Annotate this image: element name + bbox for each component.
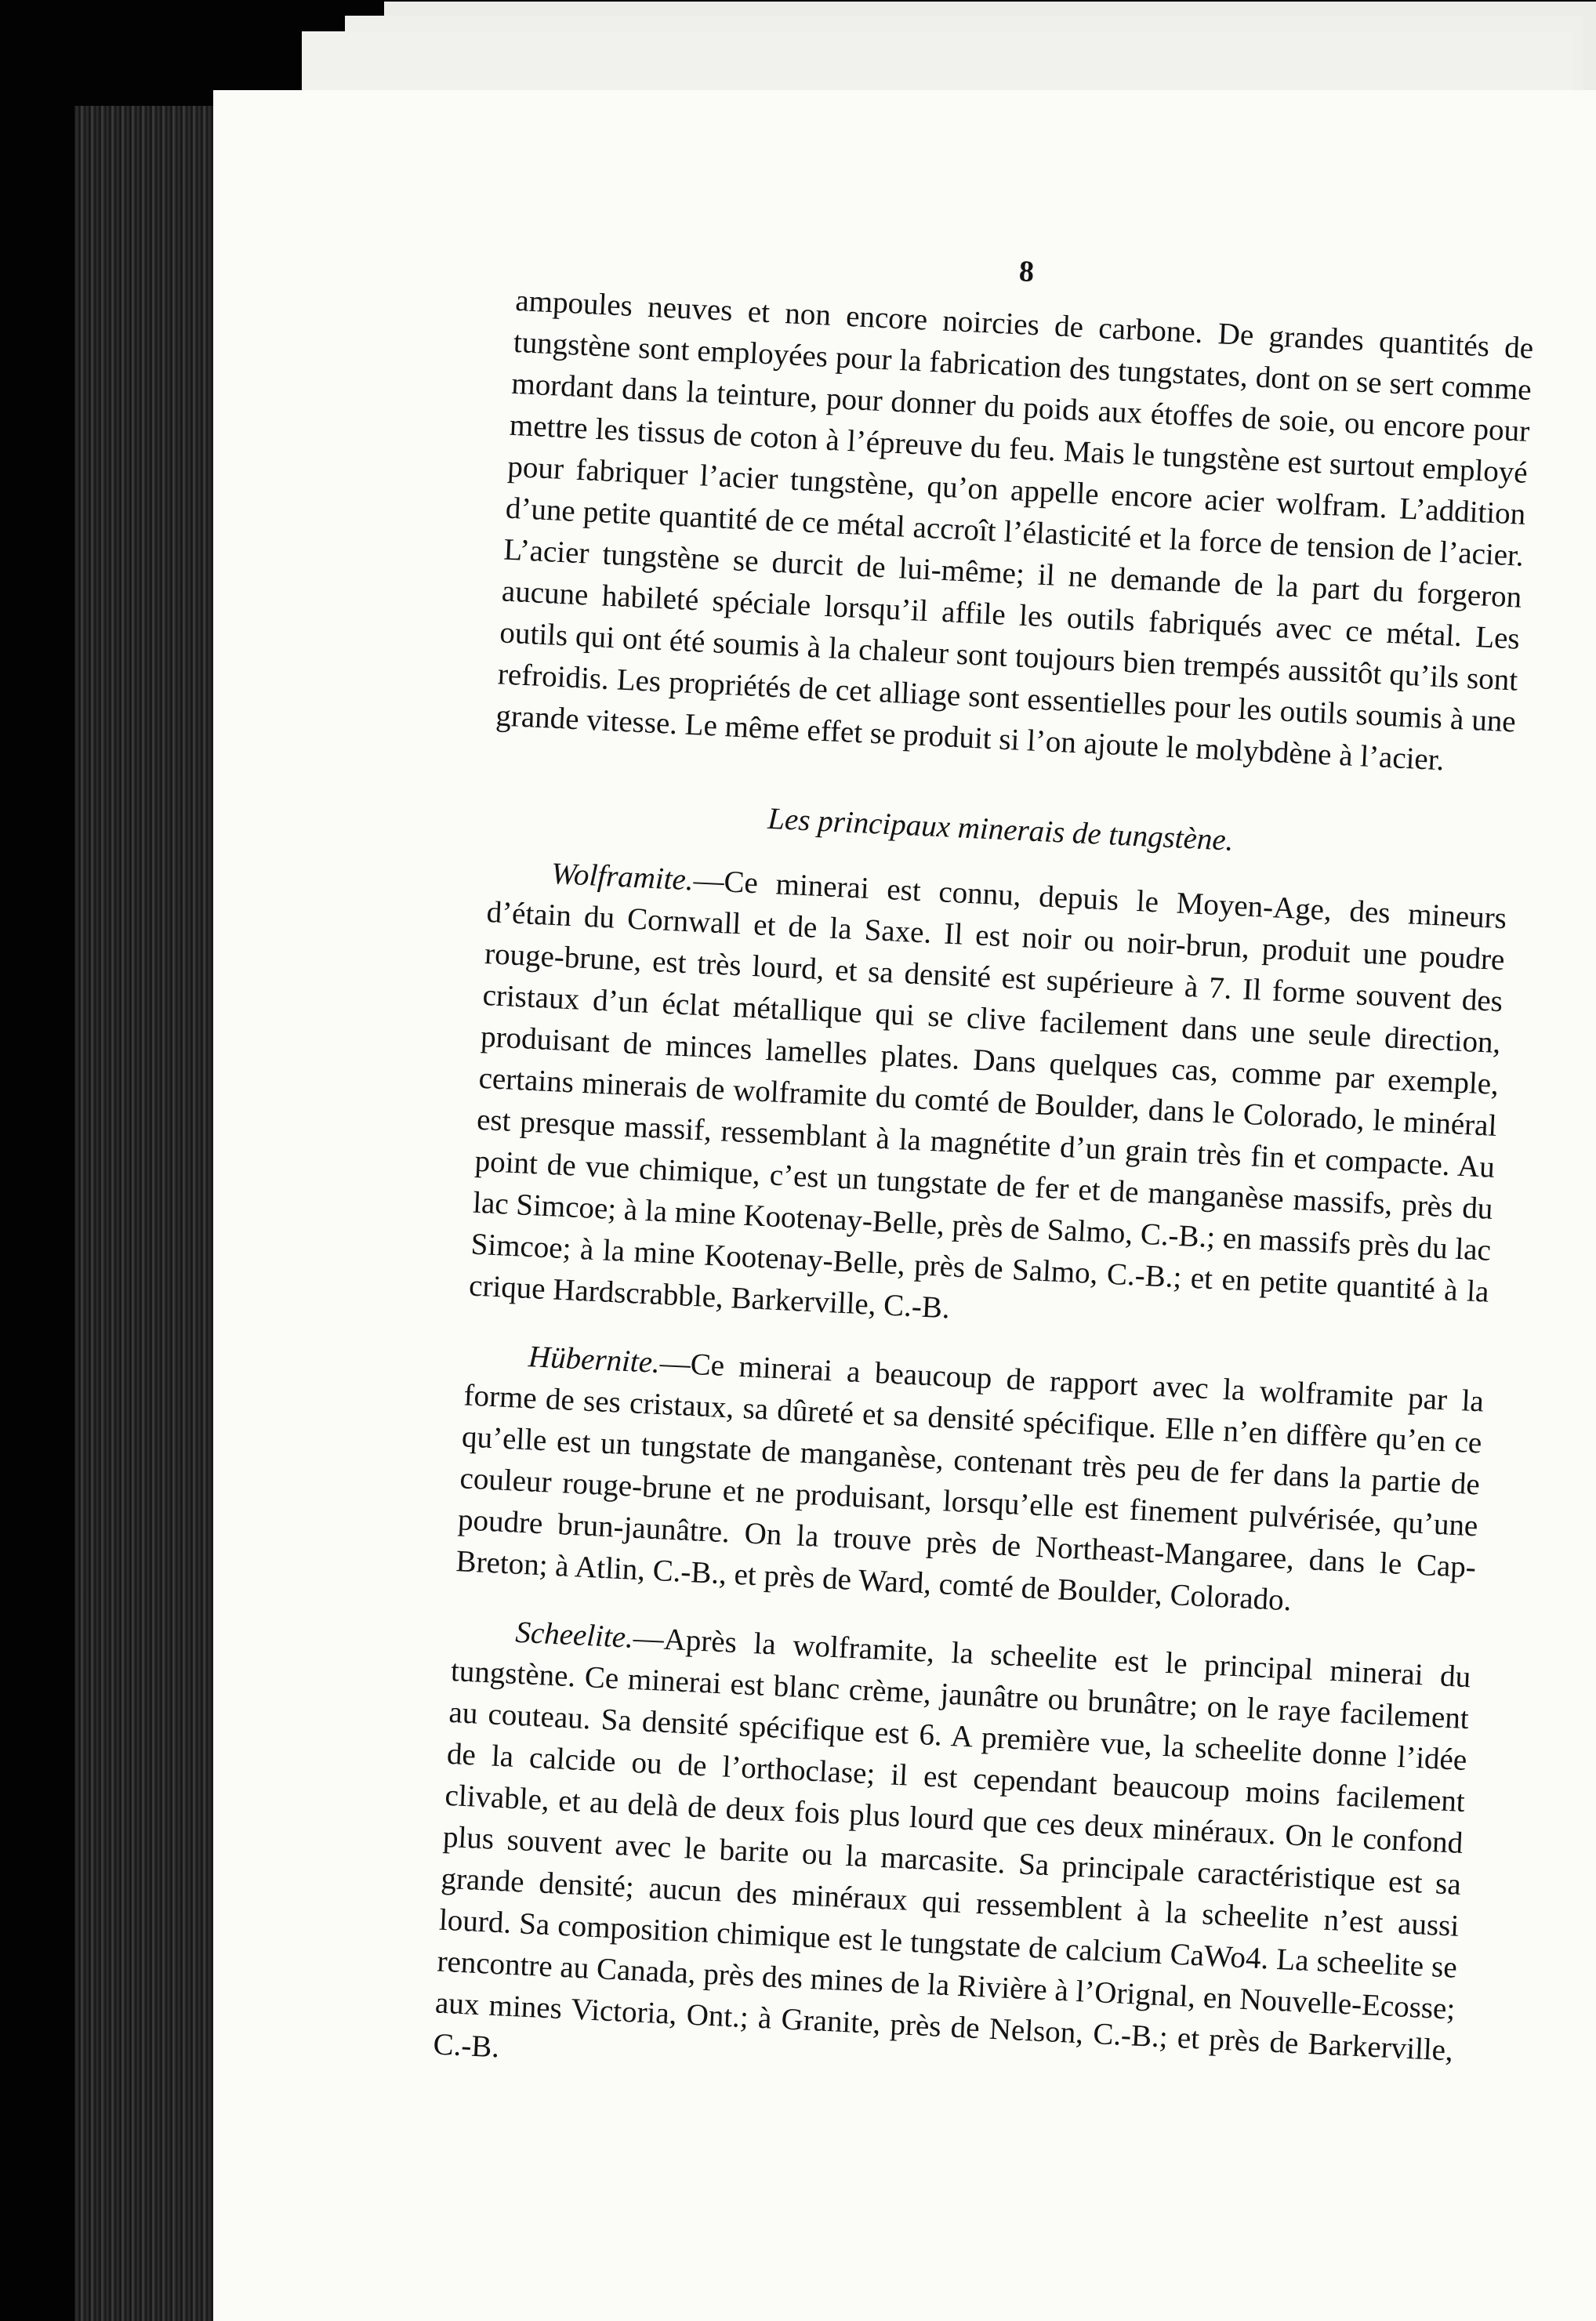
mineral-description: —Ce minerai a beaucoup de rapport avec la wolframite par la forme de ses cristaux, sa dûreté et sa densité spécifique. Elle n’en diffère qu’en ce qu’elle est un tungstate de manganèse, contenant très peu de fer dans la partie de couleur rouge-brune et ne produisant, lorsqu’elle est finement pulvérisée, qu’une poudre brun-jaunâtre. On la trouve près de Northeast-Mangaree, dans le Cap-Breton; à Atlin, C.-B., et près de Ward, comté de Boulder, Colorado. — [455, 1346, 1485, 1618]
document-page — [213, 90, 1596, 2321]
mineral-paragraph-wolframite — [468, 850, 1507, 1355]
page-number: 8 — [1018, 255, 1036, 289]
mineral-description: —Après la wolframite, la scheelite est le principal minerai du tungstène. Ce minerai est blanc crème, jaunâtre ou brunâtre; on le raye facilement au couteau. Sa densité spécifique est 6. A première vue, la scheelite donne l’idée de la calcide ou de l’orthoclase; il est cependant beaucoup moins facilement clivable, et au delà de deux fois plus lourd que ces deux minéraux. On le confond plus souvent avec le barite ou la marcasite. Sa principale caractéristique est sa grande densité; aucun des minéraux qui ressemblent à la scheelite n’est aussi lourd. Sa composition chimique est le tungstate de calcium CaWo4. La scheelite se rencontre au Canada, près des mines de la Rivière à l’Orignal, en Nouvelle-Ecosse; aux mines Victoria, Ont.; à Granite, près de Nelson, C.-B.; et près de Barkerville, C.-B. — [432, 1620, 1472, 2068]
section-heading: Les principaux minerais de tungstène. — [767, 801, 1235, 858]
mineral-name: Scheelite. — [514, 1615, 634, 1655]
intro-paragraph: ampoules neuves et non encore noircies de carbone. De grandes quantités de tungstène sont employées pour la fabrication des tungstates, dont on se sert comme mordant dans la teinture, pour donner du poids aux étoffes de soie, ou encore pour mettre les tissus de coton à l’épreuve du feu. Mais le tungstène est surtout employé pour fabriquer l’acier tungstène, qu’on appelle encore acier wolfram. L’addition d’une petite quantité de ce métal accroît l’élasticité et la force de tension de l’acier. L’acier tungstène se durcit de lui-même; il ne demande de la part du forgeron aucune habileté spéciale lorsqu’il affile les outils fabriqués avec ce métal. Les outils qui ont été soumis à la chaleur sont toujours bien trempés aussitôt qu’ils sont refroidis. Les propriétés de cet alliage sont essentielles pour les outils soumis à une grande vitesse. Le même effet se produit si l’on ajoute le molybdène à l’acier. — [495, 283, 1535, 778]
mineral-paragraph-scheelite — [432, 1608, 1471, 2113]
mineral-description: —Ce minerai est connu, depuis le Moyen-Age, des mineurs d’étain du Cornwall et de la Saxe. Il est noir ou noir-brun, produit une poudre rouge-brune, est très lourd, et sa densité est supérieure à 7. Il forme souvent des cristaux d’un éclat métallique qui se clive facilement dans une seule direction, produisant de minces lamelles plates. Dans quelques cas, comme par exemple, certains minerais de wolframite du comté de Boulder, dans le Colorado, le minéral est presque massif, ressemblant à la magnétite d’un grain très fin et compacte. Au point de vue chimique, c’est un tungstate de fer et de manganèse massifs, près du lac Simcoe; à la mine Kootenay-Belle, près de Salmo, C.-B.; en massifs près du lac Simcoe; à la mine Kootenay-Belle, près de Salmo, C.-B.; et en petite quantité à la crique Hardscrabble, Barkerville, C.-B. — [468, 863, 1507, 1326]
mineral-paragraph-hubernite — [455, 1333, 1485, 1630]
mineral-name: Hübernite. — [528, 1340, 661, 1380]
scan-edge-noise — [74, 106, 231, 2321]
page-text-block — [432, 227, 1536, 2113]
mineral-name: Wolframite. — [550, 856, 695, 898]
